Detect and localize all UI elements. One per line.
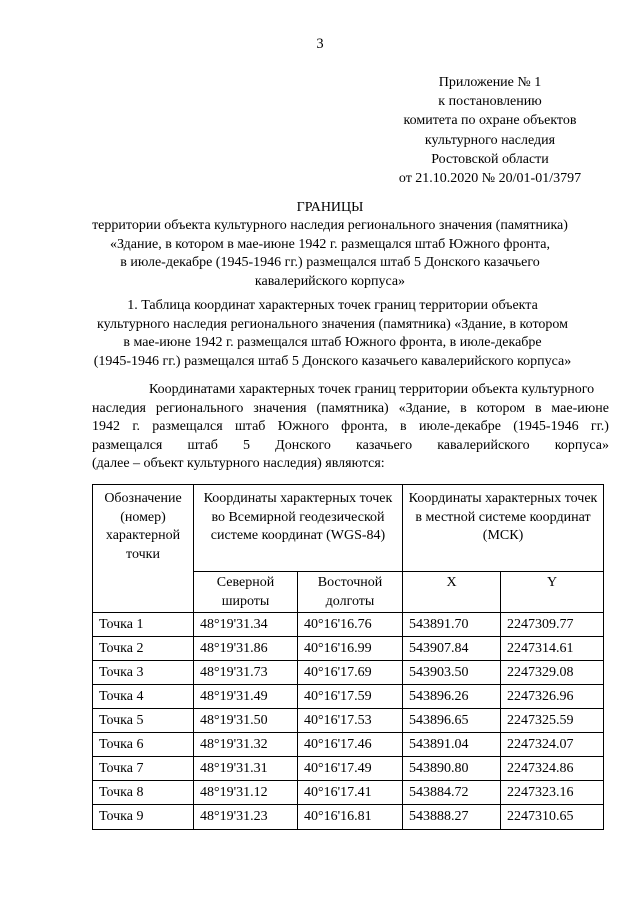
appendix-line: Ростовской области — [431, 151, 549, 167]
paragraph-line — [92, 418, 609, 437]
y-cell: 2247325.59 — [501, 709, 604, 733]
longitude-cell: 40°16'17.46 — [298, 733, 403, 757]
section-heading — [60, 297, 605, 371]
x-cell: 543891.04 — [403, 733, 501, 757]
word: 5 — [243, 437, 251, 453]
table-row — [93, 733, 604, 757]
latitude-cell: 48°19'31.73 — [194, 661, 298, 685]
word: кавалерийского — [437, 437, 530, 453]
word: наследия — [92, 400, 146, 416]
word: регионального — [155, 400, 244, 416]
table-header-row — [93, 485, 604, 572]
appendix-line: комитета по охране объектов — [403, 113, 577, 129]
x-cell: 543890.80 — [403, 757, 501, 781]
paragraph-line — [92, 437, 609, 456]
appendix-line: от 21.10.2020 № 20/01-01/3797 — [398, 171, 582, 187]
point-name-cell: Точка 7 — [93, 757, 194, 781]
word: «Здание, — [398, 400, 451, 416]
longitude-cell: 40°16'17.49 — [298, 757, 403, 781]
latitude-cell: 48°19'31.23 — [194, 805, 298, 830]
header-msk: Координаты характерных точек в местной системе координат (МСК) — [403, 485, 604, 572]
word: (памятника) — [316, 400, 389, 416]
section-line: (1945-1946 гг.) размещался штаб 5 Донского казачьего кавалерийского корпуса» — [93, 353, 572, 369]
longitude-cell: 40°16'16.81 — [298, 805, 403, 830]
word: г. — [132, 419, 140, 435]
longitude-cell: 40°16'17.41 — [298, 781, 403, 805]
table-row — [93, 709, 604, 733]
word: штаб — [187, 437, 218, 453]
word: корпуса» — [554, 437, 609, 453]
header-x: X — [403, 572, 501, 613]
y-cell: 2247324.07 — [501, 733, 604, 757]
point-name-cell: Точка 2 — [93, 637, 194, 661]
y-cell: 2247314.61 — [501, 637, 604, 661]
latitude-cell: 48°19'31.86 — [194, 637, 298, 661]
latitude-cell: 48°19'31.50 — [194, 709, 298, 733]
title-line: кавалерийского корпуса» — [254, 273, 406, 289]
point-name-cell: Точка 8 — [93, 781, 194, 805]
word: казачьего — [356, 437, 413, 453]
section-line: в мае-июне 1942 г. размещался штаб Южного фронта, в июле-декабре — [123, 335, 542, 351]
title-line: в июле-декабре (1945-1946 гг.) размещался штаб 5 Донского казачьего — [120, 255, 540, 271]
x-cell: 543896.26 — [403, 685, 501, 709]
longitude-cell: 40°16'16.99 — [298, 637, 403, 661]
appendix-line: к постановлению — [438, 94, 542, 110]
coordinates-table — [92, 484, 604, 830]
header-designation: Обозначение (номер) характерной точки — [93, 485, 194, 613]
table-row — [93, 637, 604, 661]
x-cell: 543884.72 — [403, 781, 501, 805]
section-line: культурного наследия регионального значения (памятника) «Здание, в котором — [96, 316, 568, 332]
appendix-header — [360, 73, 620, 188]
longitude-cell: 40°16'17.59 — [298, 685, 403, 709]
paragraph-line — [92, 400, 609, 419]
body-paragraph — [92, 381, 609, 474]
word: размещался — [92, 437, 163, 453]
table-row — [93, 757, 604, 781]
header-east: Восточной долготы — [298, 572, 403, 613]
table-row — [93, 613, 604, 637]
latitude-cell: 48°19'31.31 — [194, 757, 298, 781]
point-name-cell: Точка 5 — [93, 709, 194, 733]
word: в — [534, 400, 542, 416]
appendix-line: Приложение № 1 — [438, 75, 542, 90]
document-title — [60, 199, 600, 291]
paragraph-line: Координатами характерных точек границ территории объекта культурного — [149, 382, 595, 397]
title-line: территории объекта культурного наследия регионального значения (памятника) — [92, 218, 568, 234]
word: (1945-1946 — [513, 419, 579, 435]
title-heading: ГРАНИЦЫ — [296, 200, 364, 215]
y-cell: 2247309.77 — [501, 613, 604, 637]
word: Южного — [277, 419, 329, 435]
word: мае-июне — [551, 400, 609, 416]
latitude-cell: 48°19'31.34 — [194, 613, 298, 637]
point-name-cell: Точка 6 — [93, 733, 194, 757]
word: Донского — [275, 437, 331, 453]
word: июле-декабре — [418, 419, 501, 435]
x-cell: 543903.50 — [403, 661, 501, 685]
word: штаб — [235, 419, 266, 435]
point-name-cell: Точка 3 — [93, 661, 194, 685]
y-cell: 2247323.16 — [501, 781, 604, 805]
word: в — [460, 400, 467, 416]
paragraph-line: (далее – объект культурного наследия) являются: — [92, 456, 385, 472]
word: размещался — [152, 419, 223, 435]
longitude-cell: 40°16'16.76 — [298, 613, 403, 637]
page-number: 3 — [316, 36, 324, 52]
latitude-cell: 48°19'31.32 — [194, 733, 298, 757]
point-name-cell: Точка 1 — [93, 613, 194, 637]
title-line: «Здание, в котором в мае-июне 1942 г. размещался штаб Южного фронта, — [110, 236, 550, 252]
longitude-cell: 40°16'17.53 — [298, 709, 403, 733]
table-row — [93, 805, 604, 830]
header-north: Северной широты — [194, 572, 298, 613]
section-line: 1. Таблица координат характерных точек границ территории объекта — [127, 298, 538, 313]
header-wgs: Координаты характерных точек во Всемирной геодезической системе координат (WGS-84) — [194, 485, 403, 572]
latitude-cell: 48°19'31.49 — [194, 685, 298, 709]
word: котором — [476, 400, 526, 416]
word: фронта, — [341, 419, 388, 435]
x-cell: 543891.70 — [403, 613, 501, 637]
y-cell: 2247329.08 — [501, 661, 604, 685]
table-row — [93, 661, 604, 685]
latitude-cell: 48°19'31.12 — [194, 781, 298, 805]
x-cell: 543896.65 — [403, 709, 501, 733]
x-cell: 543907.84 — [403, 637, 501, 661]
y-cell: 2247326.96 — [501, 685, 604, 709]
table-body — [93, 613, 604, 830]
word: значения — [253, 400, 307, 416]
word: в — [400, 419, 407, 435]
longitude-cell: 40°16'17.69 — [298, 661, 403, 685]
table-row — [93, 781, 604, 805]
appendix-line: культурного наследия — [424, 132, 556, 148]
y-cell: 2247310.65 — [501, 805, 604, 830]
y-cell: 2247324.86 — [501, 757, 604, 781]
point-name-cell: Точка 9 — [93, 805, 194, 830]
point-name-cell: Точка 4 — [93, 685, 194, 709]
x-cell: 543888.27 — [403, 805, 501, 830]
header-y: Y — [501, 572, 604, 613]
word: гг.) — [590, 419, 609, 435]
table-row — [93, 685, 604, 709]
word: 1942 — [92, 419, 120, 435]
